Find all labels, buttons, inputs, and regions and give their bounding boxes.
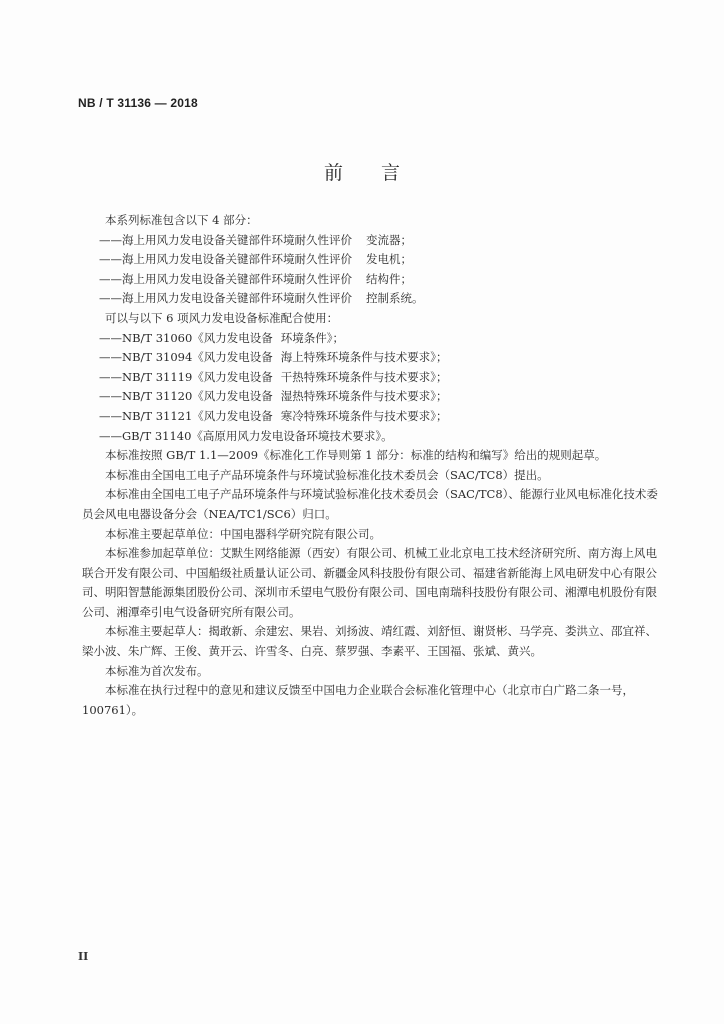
- feedback-paragraph: 本标准在执行过程中的意见和建议反馈至中国电力企业联合会标准化管理中心（北京市白广路二条一号，100761）。: [82, 683, 634, 717]
- standard-code: NB / T 31136 — 2018: [78, 96, 198, 110]
- page-title: 前言: [323, 162, 438, 184]
- drafting-rules-paragraph: 本标准按照 GB/T 1.1—2009《标准化工作导则第 1 部分：标准的结构和编写》给出的规则起草。: [105, 448, 607, 463]
- main-drafters-paragraph: 本标准主要起草人：揭敢新、余建宏、果岩、刘扬波、靖红霞、刘舒恒、谢贤彬、马学亮、娄洪立、邵宜祥、梁小波、朱广辉、王俊、黄开云、许雪冬、白亮、蔡罗强、李素平、王国福、张斌、黄兴。: [82, 624, 657, 659]
- related-standard-item: ——NB/T 31121《风力发电设备 寒冷特殊环境条件与技术要求》；: [99, 408, 448, 423]
- centralized-paragraph: 本标准由全国电工电子产品环境条件与环境试验标准化技术委员会（SAC/TC8）、能源行业风电标准化技术委员会风电电器设备分会（NEA/TC1/SC6）归口。: [82, 487, 658, 521]
- related-standard-item: ——NB/T 31120《风力发电设备 湿热特殊环境条件与技术要求》；: [99, 389, 448, 404]
- proposer-paragraph: 本标准由全国电工电子产品环境条件与环境试验标准化技术委员会（SAC/TC8）提出。: [105, 467, 549, 482]
- intro-line: 本系列标准包含以下 4 部分：: [105, 213, 258, 227]
- related-intro-line: 可以与以下 6 项风力发电设备标准配合使用：: [105, 310, 339, 325]
- part-item: ——海上用风力发电设备关键部件环境耐久性评价 变流器；: [99, 232, 412, 247]
- page-number: II: [78, 950, 89, 963]
- part-item: ——海上用风力发电设备关键部件环境耐久性评价 控制系统。: [99, 291, 424, 306]
- participating-units-paragraph: 本标准参加起草单位：艾默生网络能源（西安）有限公司、机械工业北京电工技术经济研究所、南方海上风电联合开发有限公司、中国船级社质量认证公司、新疆金风科技股份有限公司、福建省新能海上风电研发中心有限公司、明阳智慧能源集团股份公司、深圳市禾望电气股份有限公司、国电南瑞科技股份有限公司、湘潭电机股份有限公司、湘潭牵引电气设备研究所有限公司。: [82, 546, 657, 619]
- related-standard-item: ——NB/T 31119《风力发电设备 干热特殊环境条件与技术要求》；: [99, 369, 448, 384]
- foreword-body: [82, 211, 660, 720]
- first-release-paragraph: 本标准为首次发布。: [105, 663, 209, 678]
- part-item: ——海上用风力发电设备关键部件环境耐久性评价 结构件；: [99, 271, 412, 286]
- related-standard-item: ——NB/T 31060《风力发电设备 环境条件》；: [99, 330, 345, 345]
- related-standard-item: ——GB/T 31140《高原用风力发电设备环境技术要求》。: [99, 428, 393, 443]
- main-drafting-unit-paragraph: 本标准主要起草单位：中国电器科学研究院有限公司。: [105, 526, 381, 541]
- part-item: ——海上用风力发电设备关键部件环境耐久性评价 发电机；: [99, 252, 412, 267]
- related-standard-item: ——NB/T 31094《风力发电设备 海上特殊环境条件与技术要求》；: [99, 350, 448, 365]
